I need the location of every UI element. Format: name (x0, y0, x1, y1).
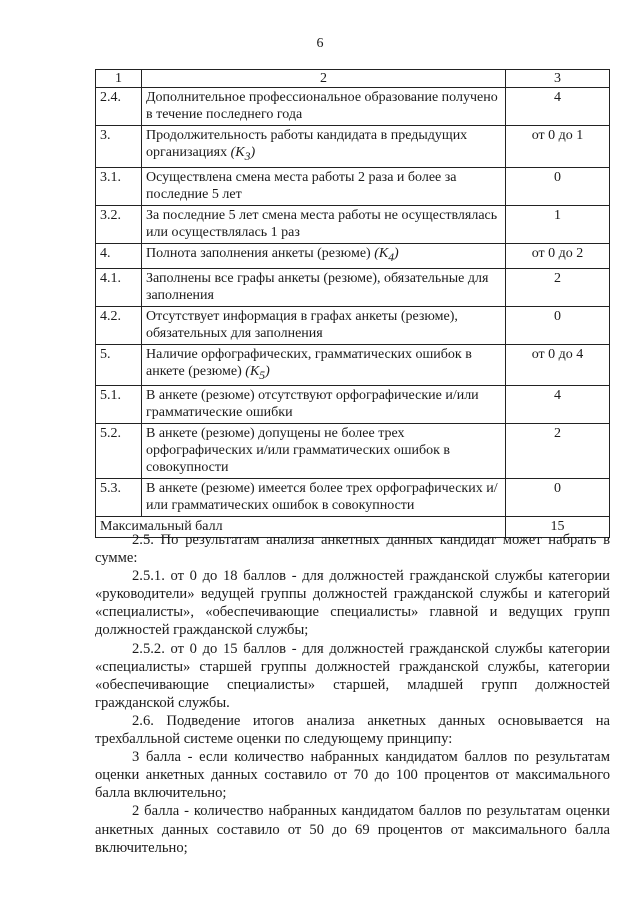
row-text: В анкете (резюме) имеется более трех орфографических и/или грамматических ошибок в совокупности (142, 479, 506, 517)
paragraph: 2.6. Подведение итогов анализа анкетных данных основывается на трехбалльной системе оценки по следующему принципу: (95, 712, 610, 748)
coefficient-label (374, 245, 399, 264)
coefficient-symbol: (K (230, 145, 245, 160)
row-number: 2.4. (96, 88, 142, 126)
row-text-main: Наличие орфографических, грамматических ошибок в анкете (резюме) (146, 346, 472, 379)
table-row (96, 167, 610, 205)
table-row (96, 243, 610, 268)
row-number: 3.1. (96, 167, 142, 205)
header-col-2: 2 (142, 70, 506, 88)
row-score: 4 (506, 386, 610, 424)
row-number: 5.3. (96, 479, 142, 517)
paragraph: 3 балла - если количество набранных кандидатом баллов по результатам оценки анкетных данных составило от 70 до 100 процентов от максимального балла включительно; (95, 749, 610, 802)
row-score: от 0 до 1 (506, 126, 610, 168)
coefficient-symbol: (K (245, 363, 260, 379)
coefficient-label (245, 363, 270, 382)
row-text-main: Полнота заполнения анкеты (резюме) (146, 245, 371, 261)
header-col-3: 3 (506, 70, 610, 88)
coefficient-index: 4 (388, 250, 395, 264)
row-text: Дополнительное профессиональное образование получено в течение последнего года (142, 88, 506, 126)
row-score: 1 (506, 205, 610, 243)
row-text: Заполнены все графы анкеты (резюме), обязательные для заполнения (142, 268, 506, 306)
coefficient-label (230, 145, 256, 163)
row-number: 5.1. (96, 386, 142, 424)
coefficient-close: ) (394, 245, 399, 261)
row-number: 4.2. (96, 306, 142, 344)
criteria-table (95, 69, 610, 538)
row-number: 5.2. (96, 424, 142, 479)
table-row (96, 424, 610, 479)
table-row (96, 268, 610, 306)
row-text: За последние 5 лет смена места работы не осуществлялась или осуществлялась 1 раз (142, 205, 506, 243)
table-row (96, 126, 610, 168)
row-text (142, 126, 506, 168)
table-row (96, 479, 610, 517)
row-score: 2 (506, 424, 610, 479)
row-number: 3. (96, 126, 142, 168)
row-number: 4. (96, 243, 142, 268)
coefficient-close: ) (265, 363, 270, 379)
page-number: 6 (316, 36, 324, 51)
row-text: Осуществлена смена места работы 2 раза и более за последние 5 лет (142, 167, 506, 205)
paragraph: 2.5.1. от 0 до 18 баллов - для должностей гражданской службы категории «руководители» ведущей группы должностей гражданской службы и категорий «специалисты», «обеспечивающие специалисты» главной и ведущих групп должностей гражданской службы; (95, 568, 610, 639)
total-score: 15 (506, 517, 610, 538)
table-row (96, 88, 610, 126)
row-score: 0 (506, 306, 610, 344)
row-text: Отсутствует информация в графах анкеты (резюме), обязательных для заполнения (142, 306, 506, 344)
total-label: Максимальный балл (96, 517, 506, 538)
row-score: 4 (506, 88, 610, 126)
row-number: 4.1. (96, 268, 142, 306)
row-score: от 0 до 4 (506, 344, 610, 386)
row-text (142, 344, 506, 386)
body-text (95, 531, 610, 857)
row-text (142, 243, 506, 268)
row-score: 2 (506, 268, 610, 306)
row-text: В анкете (резюме) допущены не более трех орфографических и/или грамматических ошибок в совокупности (142, 424, 506, 479)
row-text-main: Продолжительность работы кандидата в предыдущих организациях (146, 128, 468, 160)
paragraph: 2 балла - количество набранных кандидатом баллов по результатам оценки анкетных данных составило от 50 до 69 процентов от максимального балла включительно; (95, 803, 610, 856)
row-number: 3.2. (96, 205, 142, 243)
coefficient-index: 5 (259, 368, 266, 382)
row-text: В анкете (резюме) отсутствуют орфографические и/или грамматические ошибки (142, 386, 506, 424)
header-col-1: 1 (96, 70, 142, 88)
table-row (96, 205, 610, 243)
paragraph: 2.5. По результатам анализа анкетных данных кандидат может набрать в сумме: (95, 532, 610, 567)
row-score: 0 (506, 479, 610, 517)
table-row (96, 386, 610, 424)
table-header-row (96, 70, 610, 88)
paragraph: 2.5.2. от 0 до 15 баллов - для должностей гражданской службы категории «специалисты» старшей группы должностей гражданской службы, категории «обеспечивающие специалисты» старшей, младшей групп должностей гражданской службы. (95, 640, 610, 711)
row-score: 0 (506, 167, 610, 205)
coefficient-symbol: (K (374, 245, 389, 261)
coefficient-index: 3 (244, 149, 251, 163)
row-number: 5. (96, 344, 142, 386)
coefficient-close: ) (250, 145, 256, 160)
table-row (96, 344, 610, 386)
row-score: от 0 до 2 (506, 243, 610, 268)
table-row (96, 306, 610, 344)
